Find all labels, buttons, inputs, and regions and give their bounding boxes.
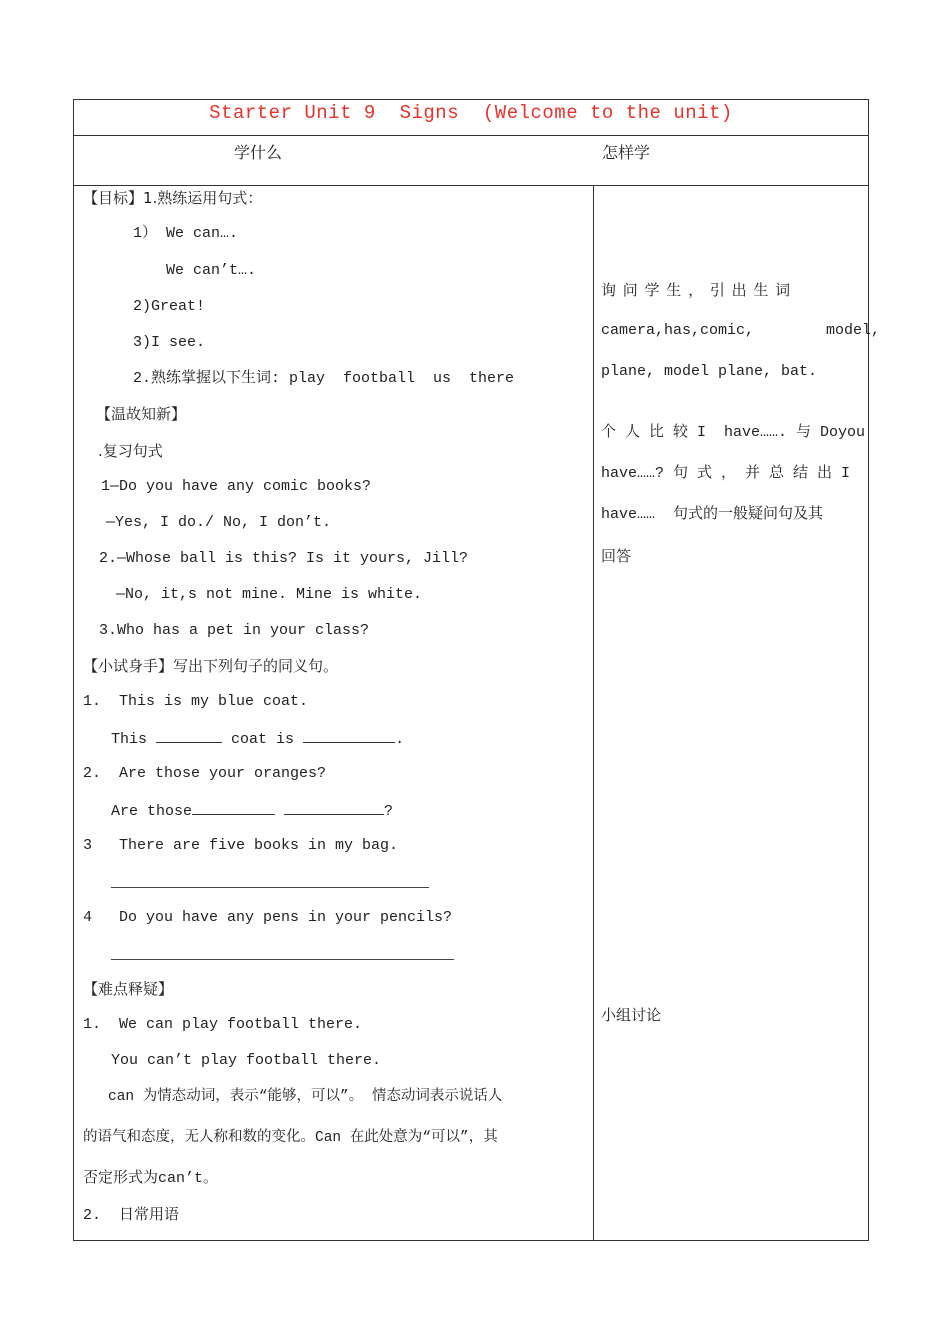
- text-line: have…… 句式的一般疑问句及其: [601, 506, 824, 523]
- text-line: 2.熟练掌握以下生词: play football us there: [133, 370, 515, 387]
- text-line: 3 There are five books in my bag.: [83, 837, 399, 854]
- answer-blank[interactable]: [303, 728, 395, 743]
- text-line: .复习句式: [98, 442, 163, 460]
- section-heading-difficulties: 【难点释疑】: [83, 980, 174, 998]
- answer-line[interactable]: [111, 959, 454, 960]
- text-line: 3.Who has a pet in your class?: [99, 622, 370, 639]
- text-line: 1. This is my blue coat.: [83, 693, 309, 710]
- text-line: 1. We can play football there.: [83, 1016, 363, 1033]
- text-line: plane, model plane, bat.: [601, 363, 818, 380]
- text-line: We can’t….: [166, 262, 257, 279]
- text-line: 2. Are those your oranges?: [83, 765, 327, 782]
- method-paragraph-1: [601, 280, 881, 382]
- section-heading-practice: 【小试身手】写出下列句子的同义句。: [83, 657, 339, 675]
- text-line: 2)Great!: [133, 298, 206, 315]
- text-line: 1） We can….: [133, 225, 239, 242]
- text-line: —No, it,s not mine. Mine is white.: [116, 586, 423, 603]
- fill-in-line: This coat is .: [111, 728, 404, 750]
- fill-in-line: Are those ?: [111, 800, 393, 822]
- answer-blank[interactable]: [192, 800, 275, 815]
- divider: [74, 135, 868, 136]
- text-line: 回答: [601, 547, 632, 565]
- text-line: —Yes, I do./ No, I don’t.: [106, 514, 332, 531]
- column-divider: [593, 185, 594, 1240]
- page-title: Starter Unit 9 Signs (Welcome to the unit): [209, 102, 733, 124]
- text-line: have……? 句 式 ， 并 总 结 出 I: [601, 465, 851, 482]
- text-line: 否定形式为can’t。: [83, 1170, 219, 1187]
- method-paragraph-2: [601, 423, 866, 566]
- answer-blank[interactable]: [156, 728, 222, 743]
- column-header-right: 怎样学: [602, 143, 651, 162]
- text-line: 的语气和态度，无人称和数的变化。Can 在此处意为“可以”，其: [83, 1130, 498, 1146]
- text-line: 2. 日常用语: [83, 1207, 180, 1224]
- text-line: You can’t play football there.: [111, 1052, 382, 1069]
- text-line: 个 人 比 较 I have……. 与 Doyou: [601, 424, 866, 441]
- method-paragraph-3: 小组讨论: [601, 1006, 662, 1024]
- answer-blank[interactable]: [284, 800, 384, 815]
- text-line: 询 问 学 生 ， 引 出 生 词: [601, 281, 792, 299]
- text-line: 4 Do you have any pens in your pencils?: [83, 909, 453, 926]
- text-line: 3)I see.: [133, 334, 206, 351]
- text-line: 2.—Whose ball is this? Is it yours, Jill?: [99, 550, 469, 567]
- answer-line[interactable]: [111, 887, 429, 888]
- text-line: 1—Do you have any comic books?: [101, 478, 372, 495]
- text-line: can 为情态动词，表示“能够，可以”。 情态动词表示说话人: [108, 1089, 503, 1105]
- section-heading-goals: 【目标】1.熟练运用句式：: [83, 189, 263, 207]
- text-line: camera,has,comic, model,: [601, 322, 881, 339]
- section-heading-review: 【温故知新】: [96, 405, 187, 423]
- divider: [74, 185, 868, 186]
- column-header-left: 学什么: [234, 143, 283, 162]
